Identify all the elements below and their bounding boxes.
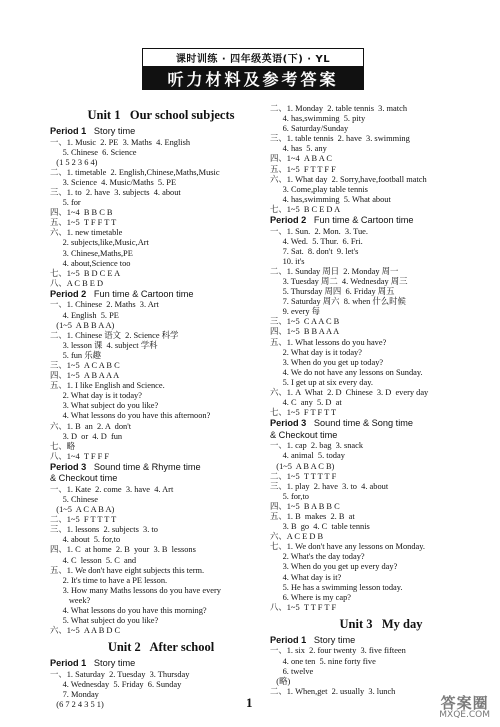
answer-line: 7. Sat. 8. don't 9. let's xyxy=(270,246,359,256)
answer-line: 4. We do not have any lessons on Sunday. xyxy=(270,367,423,377)
period-label: Period 1 xyxy=(50,658,87,669)
period-label: Period 1 xyxy=(50,126,87,136)
answer-line: 六、1~5 A A B D C xyxy=(50,626,121,636)
answer-line: 4. has,swimming 5. pity xyxy=(270,114,366,124)
banner-subtitle: 课时训练 · 四年级英语(下) · YL xyxy=(142,48,364,66)
answer-line: 3. Science 4. Music/Maths 5. PE xyxy=(50,177,177,187)
period-title: Sound time & Song time xyxy=(306,418,413,429)
answer-line: 3. Come,play table tennis xyxy=(270,184,368,194)
answer-line: 四、1. C at home 2. B your 3. B lessons xyxy=(50,545,196,555)
answer-line: 4. What day is it? xyxy=(270,572,342,582)
answer-line: 5. Thursday 周四 6. Friday 周五 xyxy=(270,287,395,297)
answer-line: 5. Chinese 6. Science xyxy=(50,147,137,157)
period-heading xyxy=(270,635,492,647)
period-label: Period 2 xyxy=(270,215,307,226)
period-title: & Checkout time xyxy=(50,473,118,484)
answer-line: 六、1. new timetable xyxy=(50,228,123,238)
answer-line: 3. When do you get up today? xyxy=(270,357,384,367)
answer-line: 一、1. Sun. 2. Mon. 3. Tue. xyxy=(270,226,368,236)
answer-line: 4. one ten 5. nine forty five xyxy=(270,656,376,666)
period-heading xyxy=(50,658,272,670)
answer-line: 八、1~5 T T F T F xyxy=(270,602,337,612)
answer-line: (6 7 2 4 3 5 1) xyxy=(50,700,104,710)
period-label: Period 3 xyxy=(50,461,87,472)
unit-heading: Unit 3 My day xyxy=(339,616,423,631)
answer-line: 3. What subject do you like? xyxy=(50,401,159,411)
answer-line: 七、1~5 B D C E A xyxy=(50,268,121,278)
right-column xyxy=(270,104,492,697)
banner-title: 听力材料及参考答案 xyxy=(142,66,364,90)
answer-line: 一、1. six 2. four twenty 3. five fifteen xyxy=(270,646,406,656)
answer-line: 七、1~5 F T F T T xyxy=(270,408,337,418)
answer-line: 5. I get up at six every day. xyxy=(270,377,373,387)
period-title: Fun time & Cartoon time xyxy=(86,288,194,299)
unit-heading: Unit 1 Our school subjects xyxy=(87,108,235,122)
left-column xyxy=(50,104,272,710)
answer-line: 一、1. cap 2. bag 3. snack xyxy=(270,441,364,451)
answer-line: 二、1~5 F T T T T xyxy=(50,515,117,525)
answer-line: 六、A C E D B xyxy=(270,532,324,542)
answer-line: 四、1~5 B A B B C xyxy=(270,501,340,511)
answer-line: 3. lesson 课 4. subject 学科 xyxy=(50,340,158,350)
answer-line: 七、1. We don't have any lessons on Monday. xyxy=(270,542,425,552)
answer-line: 五、1. I like English and Science. xyxy=(50,381,165,391)
answer-line: 5. Chinese xyxy=(50,495,98,504)
answer-line: 五、1~5 T F F T T xyxy=(50,218,117,228)
answer-line: 9. every 每 xyxy=(270,307,321,317)
answer-line: 2. What's the day today? xyxy=(270,552,365,562)
answer-line: 四、1~5 B B A A A xyxy=(270,327,340,337)
answer-line: 二、1~5 T T T T F xyxy=(270,471,337,481)
period-title: & Checkout time xyxy=(270,429,338,440)
answer-line: 2. What day is it today? xyxy=(270,347,362,357)
unit-heading: Unit 2 After school xyxy=(107,640,215,655)
answer-line: 六、1. A What 2. D Chinese 3. D every day xyxy=(270,388,429,398)
answer-line: 四、1~4 B B C B xyxy=(50,208,113,218)
answer-line: 4. Wednesday 5. Friday 6. Sunday xyxy=(50,679,182,689)
answer-line: 三、1. play 2. have 3. to 4. about xyxy=(270,481,389,491)
answer-line: 三、1~5 C A A C B xyxy=(270,317,340,327)
answer-line: 六、1. B an 2. A don't xyxy=(50,421,132,431)
watermark-url: MXQE.COM xyxy=(439,710,490,720)
answer-line: 三、1. to 2. have 3. subjects 4. about xyxy=(50,187,181,197)
answer-line: 3. D or 4. D fun xyxy=(50,431,123,441)
answer-line: 二、1. When,get 2. usually 3. lunch xyxy=(270,686,396,696)
answer-line: 4. has,swimming 5. What about xyxy=(270,194,391,204)
answer-line: 一、1. Saturday 2. Tuesday 3. Thursday xyxy=(50,669,190,679)
answer-line: 六、1. What day 2. Sorry,have,football match xyxy=(270,174,427,184)
answer-line: 4. What lessons do you have this afternoon? xyxy=(50,411,211,421)
period-heading xyxy=(270,418,492,430)
answer-line: 4. What lessons do you have this morning? xyxy=(50,606,207,616)
period-title: Sound time & Rhyme time xyxy=(86,461,201,472)
answer-line: 4. about 5. for,to xyxy=(50,535,121,545)
answer-line: 三、1. table tennis 2. have 3. swimming xyxy=(270,134,410,144)
answer-line: 10. it's xyxy=(270,256,305,266)
answer-line: 6. Where is my cap? xyxy=(270,592,352,602)
answer-line: 五、1. B makes 2. B at xyxy=(270,511,355,521)
answer-line: (1~5 A C A B A) xyxy=(50,505,115,515)
period-heading xyxy=(50,473,272,485)
answer-line: 5. He has a swimming lesson today. xyxy=(270,582,403,592)
period-heading xyxy=(50,126,272,138)
answer-line: 二、1. Monday 2. table tennis 3. match xyxy=(270,104,408,113)
period-label: Period 1 xyxy=(270,634,307,645)
period-title: Story time xyxy=(306,634,356,645)
answer-line: 二、1. Chinese 语文 2. Science 科学 xyxy=(50,330,179,340)
answer-line: 三、1~5 A C A B C xyxy=(50,360,120,370)
answer-line: 一、1. Chinese 2. Maths 3. Art xyxy=(50,300,159,310)
answer-line: 二、1. Sunday 周日 2. Monday 周一 xyxy=(270,266,399,276)
answer-line: 5. What subject do you like? xyxy=(50,616,159,626)
title-banner xyxy=(142,48,364,90)
period-label: Period 3 xyxy=(270,418,307,429)
answer-line: 五、1. We don't have eight subjects this term. xyxy=(50,565,205,575)
answer-line: 3. When do you get up every day? xyxy=(270,562,398,572)
answer-line: week? xyxy=(50,595,91,605)
period-title: Fun time & Cartoon time xyxy=(306,215,414,226)
watermark-text: 答案圈 xyxy=(440,694,489,712)
answer-line: 7. Monday xyxy=(50,690,99,699)
answer-line: 八、A C B E D xyxy=(50,278,104,288)
answer-line: 2. subjects,like,Music,Art xyxy=(50,238,149,248)
answer-line: (1~5 A B A C B) xyxy=(270,461,335,471)
answer-line: 五、1~5 F T T F F xyxy=(270,164,336,174)
answer-line: 2. It's time to have a PE lesson. xyxy=(50,575,168,585)
answer-line: 3. How many Maths lessons do you have every xyxy=(50,585,221,595)
period-title: Story time xyxy=(86,658,136,669)
answer-line: 6. twelve xyxy=(270,666,314,676)
answer-line: 7. Saturday 周六 8. when 什么时候 xyxy=(270,297,406,307)
answer-line: 五、1. What lessons do you have? xyxy=(270,337,387,347)
period-heading xyxy=(270,215,492,227)
answer-line: 4. C any 5. D at xyxy=(270,398,342,408)
answer-line: 4. English 5. PE xyxy=(50,310,119,320)
answer-line: 4. C lesson 5. C and xyxy=(50,555,137,565)
answer-line: 七、略 xyxy=(50,441,76,451)
answer-line: (1~5 A B B A A) xyxy=(50,320,115,330)
period-title: Story time xyxy=(86,126,136,136)
answer-line: (1 5 2 3 6 4) xyxy=(50,157,98,167)
watermark-logo xyxy=(439,694,490,721)
answer-line: 5. fun 乐趣 xyxy=(50,350,101,360)
answer-line: 八、1~4 T F F F xyxy=(50,451,110,461)
answer-line: 3. Chinese,Maths,PE xyxy=(50,248,133,258)
answer-line: 二、1. timetable 2. English,Chinese,Maths,Music xyxy=(50,167,220,177)
period-heading xyxy=(50,289,272,301)
answer-line: 四、1~5 A B A A A xyxy=(50,371,120,381)
period-label: Period 2 xyxy=(50,288,87,299)
answer-line: 3. B go 4. C table tennis xyxy=(270,522,370,532)
answer-line: (略) xyxy=(270,676,291,686)
answer-line: 2. What day is it today? xyxy=(50,391,142,401)
answer-line: 4. animal 5. today xyxy=(270,451,345,461)
answer-line: 3. Tuesday 周二 4. Wednesday 周三 xyxy=(270,277,408,286)
page-number: 1 xyxy=(246,695,253,710)
answer-line: 一、1. Kate 2. come 3. have 4. Art xyxy=(50,484,174,494)
answer-line: 5. for,to xyxy=(270,491,309,501)
period-heading xyxy=(50,462,272,474)
answer-line: 三、1. lessons 2. subjects 3. to xyxy=(50,525,158,535)
answer-line: 5. for xyxy=(50,198,81,208)
answer-line: 四、1~4 A B A C xyxy=(270,154,333,164)
answer-line: 4. Wed. 5. Thur. 6. Fri. xyxy=(270,236,363,246)
answer-line: 七、1~5 B C E D A xyxy=(270,204,341,214)
answer-line: 6. Saturday/Sunday xyxy=(270,124,349,134)
answer-line: 4. has 5. any xyxy=(270,144,327,154)
answer-line: 一、1. Music 2. PE 3. Maths 4. English xyxy=(50,137,191,147)
period-heading xyxy=(270,430,492,442)
answer-line: 4. about,Science too xyxy=(50,258,131,268)
